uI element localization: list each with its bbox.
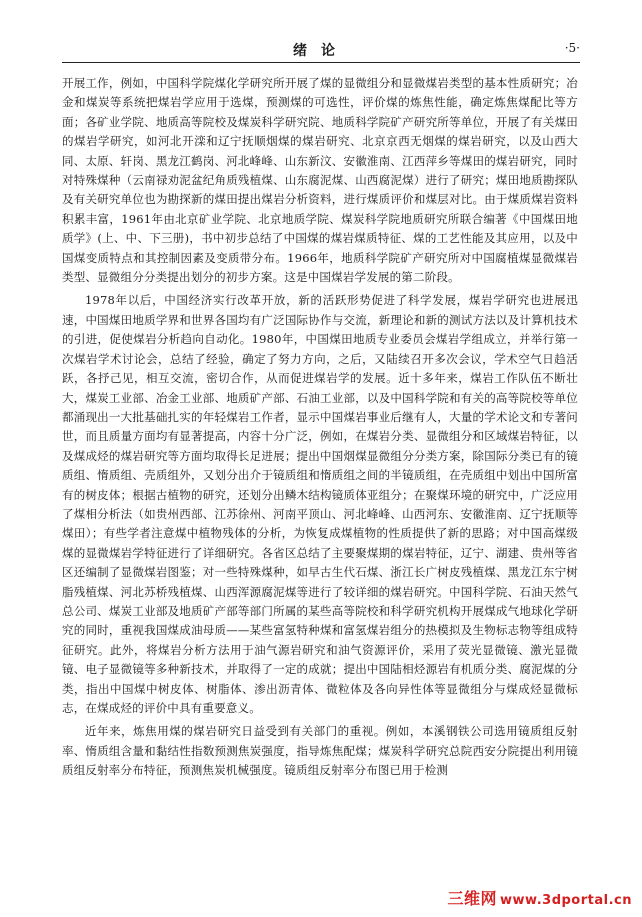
watermark-brand: 三维网 [447,889,498,908]
chapter-title: 绪论 [293,43,349,59]
paragraph-continuation: 开展工作，例如，中国科学院煤化学研究所开展了煤的显微组分和显微煤岩类型的基本性质研究；冶金和煤炭等系统把煤岩学应用于选煤，预测煤的可选性，评价煤的炼焦性能，确定炼焦煤配比等方面；各矿业学院、地质高等院校及煤炭科学研究院、地质科学院矿产研究所等单位，开展了有关煤田的煤岩学研究，如河北开滦和辽宁抚顺烟煤的煤岩研究、北京京西无烟煤的煤岩研究，以及山西大同、太原、轩岗、黑龙江鹤岗、河北峰峰、山东新汶、安徽淮南、江西萍乡等煤田的煤岩研究，同时对特殊煤种（云南禄劝泥盆纪角质残植煤、山东腐泥煤、山西腐泥煤）进行了研究；煤田地质勘探队及有关研究单位也为勘探新的煤田提出煤岩分析资料，进行煤质评价和煤层对比。由于煤质煤岩资料积累丰富，1961年由北京矿业学院、北京地质学院、煤炭科学院地质研究所联合编著《中国煤田地质学》(上、中、下三册)，书中初步总结了中国煤的煤岩煤质特征、煤的工艺性能及其应用，以及中国煤变质特点和其控制因素及变质带分布。1966年，地质科学院矿产研究所对中国腐植煤显微煤岩类型、显微组分分类提出划分的初步方案。这是中国煤岩学发展的第二阶段。 [62,76,578,285]
running-header [62,40,580,63]
watermark-url: www.3dportal.cn [500,893,632,908]
paragraph-recent: 近年来，炼焦用煤的煤岩研究日益受到有关部门的重视。例如，本溪钢铁公司选用镜质组反射率、惰质组含量和黏结性指数预测焦炭强度，指导炼焦配煤；煤炭科学研究总院西安分院提出利用镜质组反射率分布特征，预测焦炭机械强度。镜质组反射率分布图已用于检测 [62,724,578,778]
body-text [62,74,578,785]
site-watermark [448,886,633,909]
paragraph-1978: 1978年以后，中国经济实行改革开放，新的活跃形势促进了科学发展，煤岩学研究也进展迅速，中国煤田地质学界和世界各国均有广泛国际协作与交流，新理论和新的测试方法以及计算机技术的引进，促使煤岩分析趋向自动化。1980年，中国煤田地质专业委员会煤岩学组成立，并举行第一次煤岩学术讨论会，总结了经验，确定了努力方向，之后，又陆续召开多次会议，学术空气日趋活跃，各抒己见，相互交流，密切合作，从而促进煤岩学的发展。近十多年来，煤岩工作队伍不断壮大，煤炭工业部、冶金工业部、地质矿产部、石油工业部，以及中国科学院和有关的高等院校等单位都涌现出一大批基础扎实的年轻煤岩工作者，显示中国煤岩事业后继有人，大量的学术论文和专著问世，而且质量方面均有显著提高，内容十分广泛，例如，在煤岩分类、显微组分和区域煤岩特征，以及煤成烃的煤岩研究等方面均取得长足进展；提出中国烟煤显微组分分类方案，除国际分类已有的镜质组、惰质组、壳质组外，又划分出介于镜质组和惰质组之间的半镜质组，在壳质组中划出中国所富有的树皮体；根据古植物的研究，还划分出鳞木结构镜质体亚组分；在聚煤环境的研究中，广泛应用了煤相分析法（如贵州西部、江苏徐州、河南平顶山、河北峰峰、山西河东、安徽淮南、辽宁抚顺等煤田）；有些学者注意煤中植物残体的分析，为恢复成煤植物的性质提供了新的思路；对中国高煤级煤的显微煤岩学特征进行了详细研究。各省区总结了主要聚煤期的煤岩特征，辽宁、湖建、贵州等省区还编制了显微煤岩图鉴；对一些特殊煤种，如早古生代石煤、浙江长广树皮残植煤、黑龙江东宁树脂残植煤、河北苏桥残植煤、山西浑源腐泥煤等进行了较详细的煤岩研究。中国科学院、石油天然气总公司、煤炭工业部及地质矿产部等部门所属的某些高等院校和科学研究机构开展煤成气地球化学研究的同时，重视我国煤成油母质——某些富氢特种煤和富氢煤岩组分的热模拟及生物标志物等组成特征研究。此外，将煤岩分析方法用于油气源岩研究和油气资源评价，采用了荧光显微镜、激光显微镜、电子显微镜等多种新技术，并取得了一定的成就；提出中国陆相烃源岩有机质分类、腐泥煤的分类，指出中国煤中树皮体、树脂体、渗出沥青体、微粒体及各向异性体等显微组分与煤成烃显微标志，在煤成烃的评价中具有重要意义。 [62,293,578,715]
page-number: ·5· [564,41,580,55]
